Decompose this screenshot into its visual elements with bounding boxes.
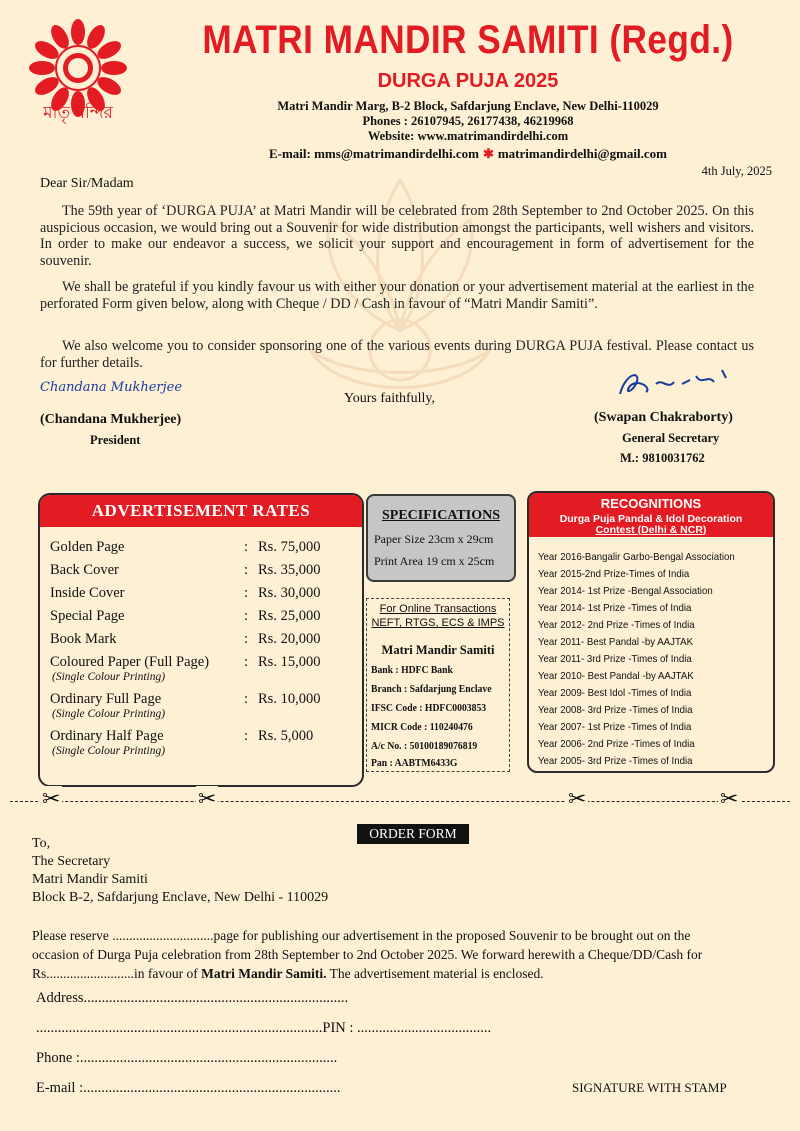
- rate-price: Rs. 30,000: [258, 585, 321, 601]
- rate-name: Back Cover: [50, 562, 119, 578]
- logo-caption: মাতৃ মন্দির: [43, 103, 113, 123]
- rate-name: Golden Page: [50, 539, 125, 555]
- recognitions-subtitle: Durga Puja Pandal & Idol Decoration: [559, 513, 743, 525]
- address-recipient: The Secretary: [32, 854, 111, 869]
- specifications-box: [366, 494, 516, 582]
- spec-paper-size: Paper Size 23cm x 29cm: [374, 532, 494, 546]
- bank-details-box: [366, 598, 510, 772]
- salutation: Dear Sir/Madam: [40, 176, 134, 191]
- advertisement-rates-title: ADVERTISEMENT RATES: [40, 495, 362, 527]
- letter-paragraph-1: The 59th year of ‘DURGA PUJA’ at Matri Mandir will be celebrated from 28th September to 2nd October 2025. On this auspicious occasion, we would bring out a Souvenir for wide distribution amongst the participants, well wishers and visitors. In order to make our endeavor a success, we solicit your support and encouragement in form of advertisement for the souvenir.: [40, 203, 754, 269]
- recognition-item: Year 2011- 3rd Prize -Times of India: [538, 653, 692, 665]
- recognition-item: Year 2008- 3rd Prize -Times of India: [538, 704, 693, 716]
- recognitions-header: [529, 493, 773, 537]
- bank-detail: IFSC Code : HDFC0003853: [371, 703, 487, 714]
- rate-price: Rs. 5,000: [258, 728, 314, 744]
- order-line-1: Please reserve ..............................page for publishing our advertisement in the proposed Souvenir to be brought out on the: [32, 928, 691, 943]
- address-org: Matri Mandir Samiti: [32, 872, 148, 887]
- order-line-3: [32, 964, 766, 983]
- spec-print-area: Print Area 19 cm x 25cm: [374, 554, 495, 568]
- rate-price: Rs. 20,000: [258, 631, 321, 647]
- org-phones: Phones : 26107945, 26177438, 46219968: [362, 114, 574, 128]
- email-field[interactable]: E-mail :.......................................................................: [36, 1080, 341, 1096]
- account-name: Matri Mandir Samiti: [381, 643, 495, 657]
- recognition-item: Year 2015-2nd Prize-Times of India: [538, 568, 690, 580]
- bank-heading-2: NEFT, RTGS, ECS & IMPS: [371, 617, 505, 629]
- rate-name: Inside Cover: [50, 585, 125, 601]
- rate-name: Coloured Paper (Full Page): [50, 654, 210, 670]
- address-to: To,: [32, 836, 51, 851]
- recognitions-subtitle-2: Contest (Delhi & NCR): [595, 524, 707, 536]
- payee-name: Matri Mandir Samiti.: [201, 966, 327, 981]
- order-line-2: occasion of Durga Puja celebration from 28th September to 2nd October 2025. We forward herewith a Cheque/DD/Cash for: [32, 947, 703, 962]
- rate-name: Ordinary Half Page: [50, 728, 164, 744]
- recognition-item: Year 2014- 1st Prize -Bengal Association: [538, 585, 713, 597]
- org-address: Matri Mandir Marg, B-2 Block, Safdarjung Enclave, New Delhi-110029: [277, 99, 659, 113]
- scissors-icon: ✂: [198, 786, 217, 811]
- secretary-name: (Swapan Chakraborty): [594, 410, 733, 425]
- recognition-item: Year 2009- Best Idol -Times of India: [538, 687, 692, 699]
- bank-detail: A/c No. : 50100189076819: [371, 741, 478, 752]
- address-field[interactable]: Address.........................................................................: [36, 990, 349, 1006]
- secretary-title: General Secretary: [622, 431, 720, 445]
- bank-detail: Pan : AABTM6433G: [371, 758, 458, 769]
- recognition-item: Year 2014- 1st Prize -Times of India: [538, 602, 692, 614]
- scissors-icon: ✂: [720, 786, 739, 811]
- president-name: (Chandana Mukherjee): [40, 412, 182, 427]
- advertisement-rates-box: ADVERTISEMENT RATES Golden Page : Rs. 75,000 Back Cover : Rs. 35,000 Inside Cover : Rs. 30,000 Special Page : Rs. 25,000 Book Mark : Rs. 20,000 Coloured Paper (Full Page) : Rs. 15,000 (Single Colour Printing) Ordinary Full Page : Rs. 10,000 (Single Colour Printing) Ordinary Half Page : Rs. 5,000 (Single Colour Printing): [38, 493, 364, 787]
- rate-note: (Single Colour Printing): [52, 671, 166, 683]
- recognition-item: Year 2011- Best Pandal -by AAJTAK: [538, 636, 694, 648]
- pin-field[interactable]: ...............................................................................PIN : .....................................: [36, 1020, 492, 1036]
- star-icon: ✱: [482, 146, 494, 161]
- address-street: Block B-2, Safdarjung Enclave, New Delhi - 110029: [32, 890, 329, 905]
- rate-name: Book Mark: [50, 631, 117, 647]
- recognition-item: Year 2005- 3rd Prize -Times of India: [538, 755, 693, 767]
- bank-detail: Branch : Safdarjung Enclave: [371, 684, 492, 695]
- secretary-signature: [612, 366, 742, 402]
- rate-price: Rs. 25,000: [258, 608, 321, 624]
- email-primary[interactable]: E-mail: mms@matrimandirdelhi.com: [268, 146, 479, 161]
- recognition-item: Year 2012- 2nd Prize -Times of India: [538, 619, 695, 631]
- org-emails[interactable]: [148, 146, 788, 162]
- order-form-title: ORDER FORM: [357, 824, 469, 844]
- rate-name: Special Page: [50, 608, 125, 624]
- rate-price: Rs. 35,000: [258, 562, 321, 578]
- scissors-icon: ✂: [42, 786, 61, 811]
- recognition-item: Year 2016-Bangalir Garbo-Bengal Association: [538, 551, 735, 563]
- rate-price: Rs. 75,000: [258, 539, 321, 555]
- president-signature: Chandana Mukherjee: [40, 380, 183, 395]
- scissors-icon: ✂: [568, 786, 587, 811]
- order-amount-blank[interactable]: Rs..........................in favour of: [32, 966, 202, 981]
- specifications-title: SPECIFICATIONS: [382, 508, 500, 523]
- recognition-item: Year 2006- 2nd Prize -Times of India: [538, 738, 695, 750]
- recognitions-title: RECOGNITIONS: [600, 496, 702, 511]
- org-website[interactable]: Website: www.matrimandirdelhi.com: [367, 129, 569, 143]
- bank-heading-1: For Online Transactions: [379, 603, 497, 615]
- rate-price: Rs. 15,000: [258, 654, 321, 670]
- organization-title: MATRI MANDIR SAMITI (Regd.): [202, 18, 734, 62]
- email-secondary[interactable]: matrimandirdelhi@gmail.com: [497, 146, 668, 161]
- order-line-3-end: The advertisement material is enclosed.: [326, 966, 544, 981]
- recognition-item: Year 2007- 1st Prize -Times of India: [538, 721, 692, 733]
- event-subtitle: DURGA PUJA 2025: [377, 70, 559, 92]
- letter-paragraph-2: We shall be grateful if you kindly favour us with either your donation or your advertisement material at the earliest in the perforated Form given below, along with Cheque / DD / Cash in favour of “Matri Mandir Samiti”.: [40, 279, 754, 312]
- letter-date: 4th July, 2025: [701, 164, 772, 178]
- signature-with-stamp: SIGNATURE WITH STAMP: [572, 1080, 727, 1095]
- president-title: President: [90, 433, 141, 447]
- bank-detail: Bank : HDFC Bank: [371, 665, 453, 676]
- rate-note: (Single Colour Printing): [52, 745, 166, 757]
- perforation-line: [10, 801, 790, 802]
- secretary-phone: M.: 9810031762: [620, 451, 705, 465]
- rate-note: (Single Colour Printing): [52, 708, 166, 720]
- recognitions-box: [527, 491, 775, 773]
- letter-paragraph-3: We also welcome you to consider sponsoring one of the various events during DURGA PUJA festival. Please contact us for further details.: [40, 338, 754, 371]
- yours-faithfully: Yours faithfully,: [344, 391, 436, 406]
- phone-field[interactable]: Phone :.......................................................................: [36, 1050, 338, 1066]
- bank-detail: MICR Code : 110240476: [371, 722, 473, 733]
- rate-name: Ordinary Full Page: [50, 691, 162, 707]
- rate-price: Rs. 10,000: [258, 691, 321, 707]
- recognition-item: Year 2010- Best Pandal -by AAJTAK: [538, 670, 694, 682]
